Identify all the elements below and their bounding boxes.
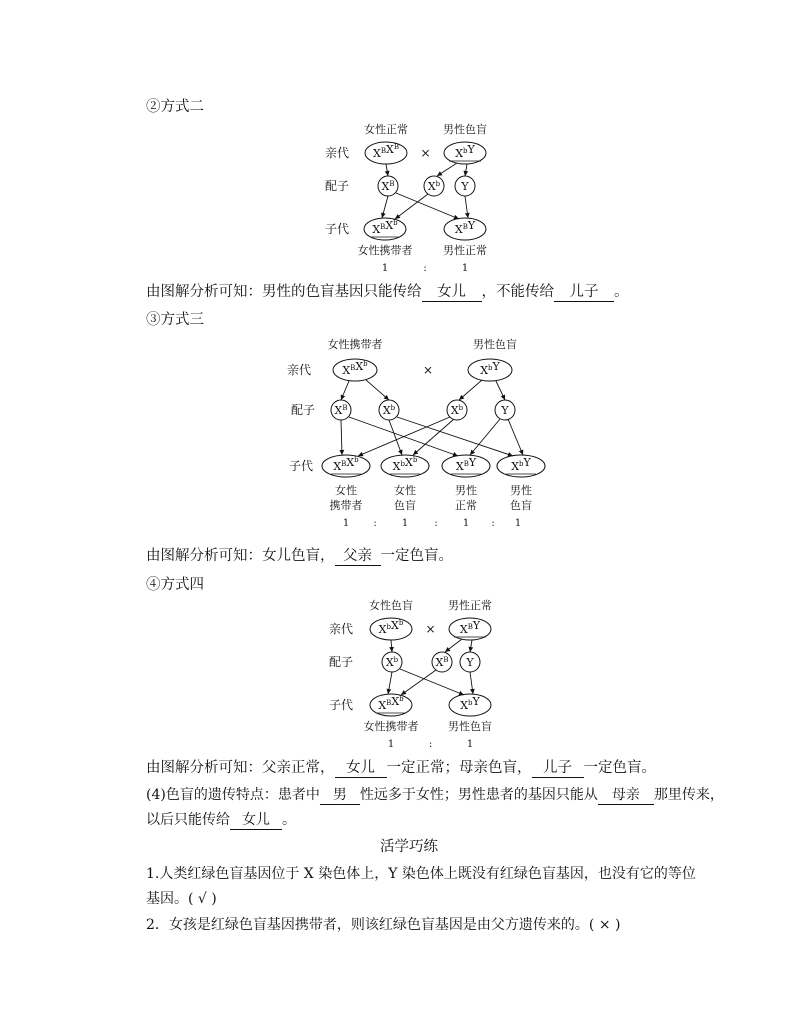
- ratio-separator: :: [423, 263, 427, 274]
- parent-right-genotype: $X^BY$: [459, 619, 481, 636]
- arrowhead: [401, 690, 406, 695]
- analysis-4: 由图解分析可知：父亲正常， 女儿 一定正常；母亲色盲， 儿子 一定色盲。: [146, 760, 656, 776]
- cross-symbol: ×: [422, 363, 434, 377]
- gamete-genotype: $X^b$: [450, 404, 464, 417]
- gamete-genotype: Y: [461, 180, 469, 193]
- row-label-gamete: 配子: [328, 655, 354, 669]
- blank-answer: 女儿: [422, 284, 482, 302]
- row-label-parent: 亲代: [286, 363, 312, 377]
- analysis-3: 由图解分析可知：女儿色盲， 父亲 一定色盲。: [146, 548, 453, 564]
- ratio-value: 1: [342, 518, 350, 529]
- parent-left-caption: 女性正常: [364, 123, 408, 136]
- ratio-value: 1: [462, 518, 470, 529]
- child-genotype: $X^bY$: [511, 456, 531, 473]
- parent-left-caption: 女性色盲: [369, 599, 413, 612]
- child-genotype: $X^BY$: [455, 456, 477, 473]
- analysis-2: 由图解分析可知：男性的色盲基因只能传给 女儿 ，不能传给 儿子 。: [146, 284, 629, 300]
- cross-symbol: ×: [425, 622, 436, 636]
- arrowhead: [468, 647, 473, 652]
- blank-answer: 女儿: [335, 760, 387, 778]
- ratio-value: 1: [387, 739, 395, 750]
- practice-heading: 活学巧练: [380, 839, 438, 855]
- child-caption: 色盲: [510, 499, 532, 512]
- parent-left-genotype: $X^BX^b$: [342, 360, 368, 377]
- arrowhead: [445, 647, 450, 652]
- arrow-line: [401, 670, 436, 695]
- ratio-separator: :: [491, 518, 495, 529]
- cross-symbol: ×: [420, 146, 431, 160]
- child-caption: 女性携带者: [363, 720, 419, 733]
- arrowhead: [387, 689, 392, 694]
- ratio-value: 1: [466, 739, 474, 750]
- gamete-genotype: $X^B$: [381, 180, 395, 193]
- section-title-2: ②方式二: [146, 99, 204, 115]
- row-label-gamete: 配子: [290, 403, 316, 417]
- child-caption: 男性: [510, 484, 532, 497]
- arrowhead: [389, 647, 394, 652]
- child-genotype: $X^BY$: [454, 219, 476, 236]
- child-caption: 女性: [335, 484, 357, 497]
- parent-right-caption: 男性色盲: [473, 338, 517, 351]
- child-genotype: $X^BX^b$: [333, 456, 359, 473]
- parent-right-genotype: $X^bY$: [455, 143, 475, 160]
- child-caption: 色盲: [394, 499, 416, 512]
- parent-left-genotype: $X^BX^B$: [373, 143, 399, 160]
- ratio-value: 1: [381, 263, 389, 274]
- gamete-genotype: $X^B$: [334, 404, 348, 417]
- gamete-genotype: $X^B$: [435, 656, 449, 669]
- question-1: 1.人类红绿色盲基因位于 X 染色体上，Y 染色体上既没有红绿色盲基因，也没有它的等位: [146, 866, 696, 882]
- blank-answer: 男: [320, 787, 360, 805]
- child-caption: 男性: [455, 484, 477, 497]
- ratio-value: 1: [514, 518, 522, 529]
- row-label-parent: 亲代: [324, 146, 350, 160]
- ratio-value: 1: [461, 263, 469, 274]
- section-title-4: ④方式四: [146, 577, 204, 593]
- child-caption: 女性携带者: [357, 244, 413, 257]
- child-caption: 男性色盲: [448, 720, 492, 733]
- blank-answer: 女儿: [230, 812, 282, 830]
- parent-right-caption: 男性正常: [448, 599, 492, 612]
- gamete-genotype: Y: [466, 656, 474, 669]
- blank-answer: 父亲: [335, 548, 381, 566]
- question-1-cont: 基因。( √ ): [146, 891, 217, 907]
- ratio-separator: :: [373, 518, 377, 529]
- child-caption: 携带者: [329, 499, 363, 512]
- row-label-child: 子代: [288, 459, 314, 473]
- child-genotype: $X^bY$: [460, 695, 480, 712]
- gamete-genotype: $X^b$: [385, 656, 399, 669]
- parent-right-caption: 男性色盲: [443, 123, 487, 136]
- ratio-separator: :: [428, 739, 433, 750]
- row-label-child: 子代: [328, 698, 354, 712]
- row-label-parent: 亲代: [328, 622, 354, 636]
- row-label-gamete: 配子: [324, 179, 350, 193]
- blank-answer: 儿子: [532, 760, 584, 778]
- gamete-genotype: $X^b$: [382, 404, 396, 417]
- ratio-separator: :: [434, 518, 438, 529]
- inheritance-traits-line2: 以后只能传给 女儿 。: [146, 812, 296, 828]
- child-genotype: $X^BX^b$: [378, 695, 404, 712]
- child-genotype: $X^bX^b$: [392, 456, 418, 473]
- child-genotype: $X^BX^b$: [372, 219, 398, 236]
- blank-answer: 母亲: [598, 787, 654, 805]
- section-title-3: ③方式三: [146, 312, 204, 328]
- parent-left-caption: 女性携带者: [327, 338, 383, 351]
- arrowhead: [470, 689, 475, 694]
- child-caption: 女性: [394, 484, 416, 497]
- row-label-child: 子代: [324, 222, 350, 236]
- parent-left-genotype: $X^bX^b$: [378, 619, 404, 636]
- blank-answer: 儿子: [554, 284, 614, 302]
- parent-right-genotype: $X^bY$: [480, 360, 500, 377]
- child-caption: 男性正常: [443, 244, 487, 257]
- gamete-genotype: Y: [501, 404, 509, 417]
- child-caption: 正常: [455, 499, 477, 512]
- ratio-value: 1: [401, 518, 409, 529]
- inheritance-traits: (4)色盲的遗传特点：患者中 男 性远多于女性；男性患者的基因只能从 母亲 那里传来，: [146, 787, 724, 803]
- question-2: 2．女孩是红绿色盲基因携带者，则该红绿色盲基因是由父方遗传来的。( × ): [146, 917, 621, 933]
- gamete-genotype: $X^b$: [427, 180, 441, 193]
